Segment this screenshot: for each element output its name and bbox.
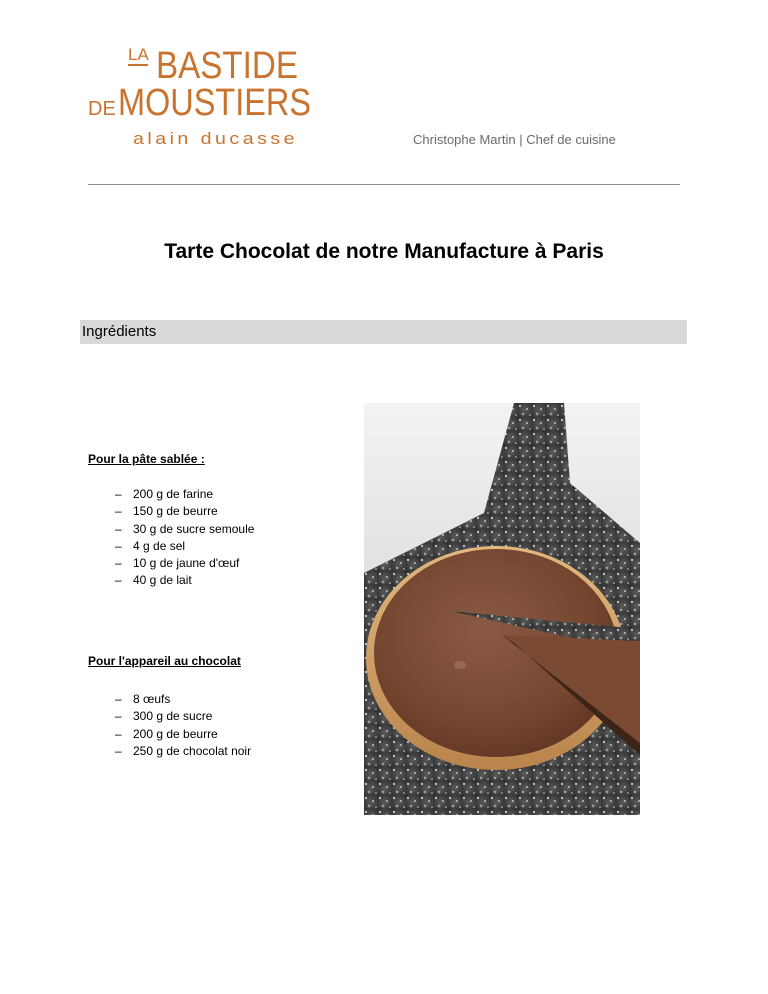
dash-bullet: – bbox=[115, 573, 122, 588]
ingredient-text: 40 g de lait bbox=[133, 573, 192, 588]
dash-bullet: – bbox=[115, 487, 122, 501]
chef-credit: Christophe Martin | Chef de cuisine bbox=[413, 132, 616, 147]
dash-bullet: – bbox=[115, 504, 122, 519]
dash-bullet: – bbox=[115, 692, 122, 706]
logo-bastide: BASTIDE bbox=[156, 45, 298, 87]
ingredient-text: 150 g de beurre bbox=[133, 504, 218, 519]
logo-alain-ducasse: alain ducasse bbox=[133, 129, 298, 148]
list-item bbox=[115, 691, 251, 708]
ingredient-text: 8 œufs bbox=[133, 692, 171, 706]
header-divider bbox=[88, 184, 680, 185]
ingredient-text: 200 g de beurre bbox=[133, 726, 218, 741]
pate-ingredient-list bbox=[115, 486, 254, 590]
list-item bbox=[115, 486, 254, 503]
dash-bullet: – bbox=[115, 538, 122, 553]
ingredient-text: 300 g de sucre bbox=[133, 709, 213, 724]
list-item bbox=[115, 708, 251, 725]
restaurant-logo bbox=[88, 40, 328, 160]
tart-photo bbox=[364, 403, 640, 815]
pate-heading: Pour la pâte sablée : bbox=[88, 452, 205, 466]
ingredient-text: 250 g de chocolat noir bbox=[133, 743, 252, 758]
logo-de: DE bbox=[88, 98, 116, 120]
filling-highlight bbox=[454, 661, 466, 669]
list-item bbox=[115, 572, 254, 589]
dash-bullet: – bbox=[115, 521, 122, 536]
ingredient-text: 4 g de sel bbox=[133, 538, 186, 553]
ingredients-section-bar bbox=[80, 320, 687, 344]
logo-moustiers: MOUSTIERS bbox=[118, 82, 311, 124]
appareil-heading: Pour l'appareil au chocolat bbox=[88, 654, 241, 668]
dash-bullet: – bbox=[115, 743, 122, 758]
list-item bbox=[115, 538, 254, 555]
appareil-ingredient-list bbox=[115, 691, 251, 760]
list-item bbox=[115, 503, 254, 520]
section-heading: Ingrédients bbox=[82, 323, 157, 340]
recipe-title: Tarte Chocolat de notre Manufacture à Paris bbox=[164, 240, 604, 263]
list-item bbox=[115, 555, 254, 572]
dash-bullet: – bbox=[115, 556, 122, 571]
logo-la: LA bbox=[128, 45, 149, 64]
list-item bbox=[115, 521, 254, 538]
ingredient-text: 200 g de farine bbox=[133, 487, 214, 501]
dash-bullet: – bbox=[115, 726, 122, 741]
dash-bullet: – bbox=[115, 709, 122, 724]
ingredient-text: 30 g de sucre semoule bbox=[133, 521, 255, 536]
list-item bbox=[115, 743, 251, 760]
ingredient-text: 10 g de jaune d'œuf bbox=[133, 556, 240, 571]
list-item bbox=[115, 726, 251, 743]
